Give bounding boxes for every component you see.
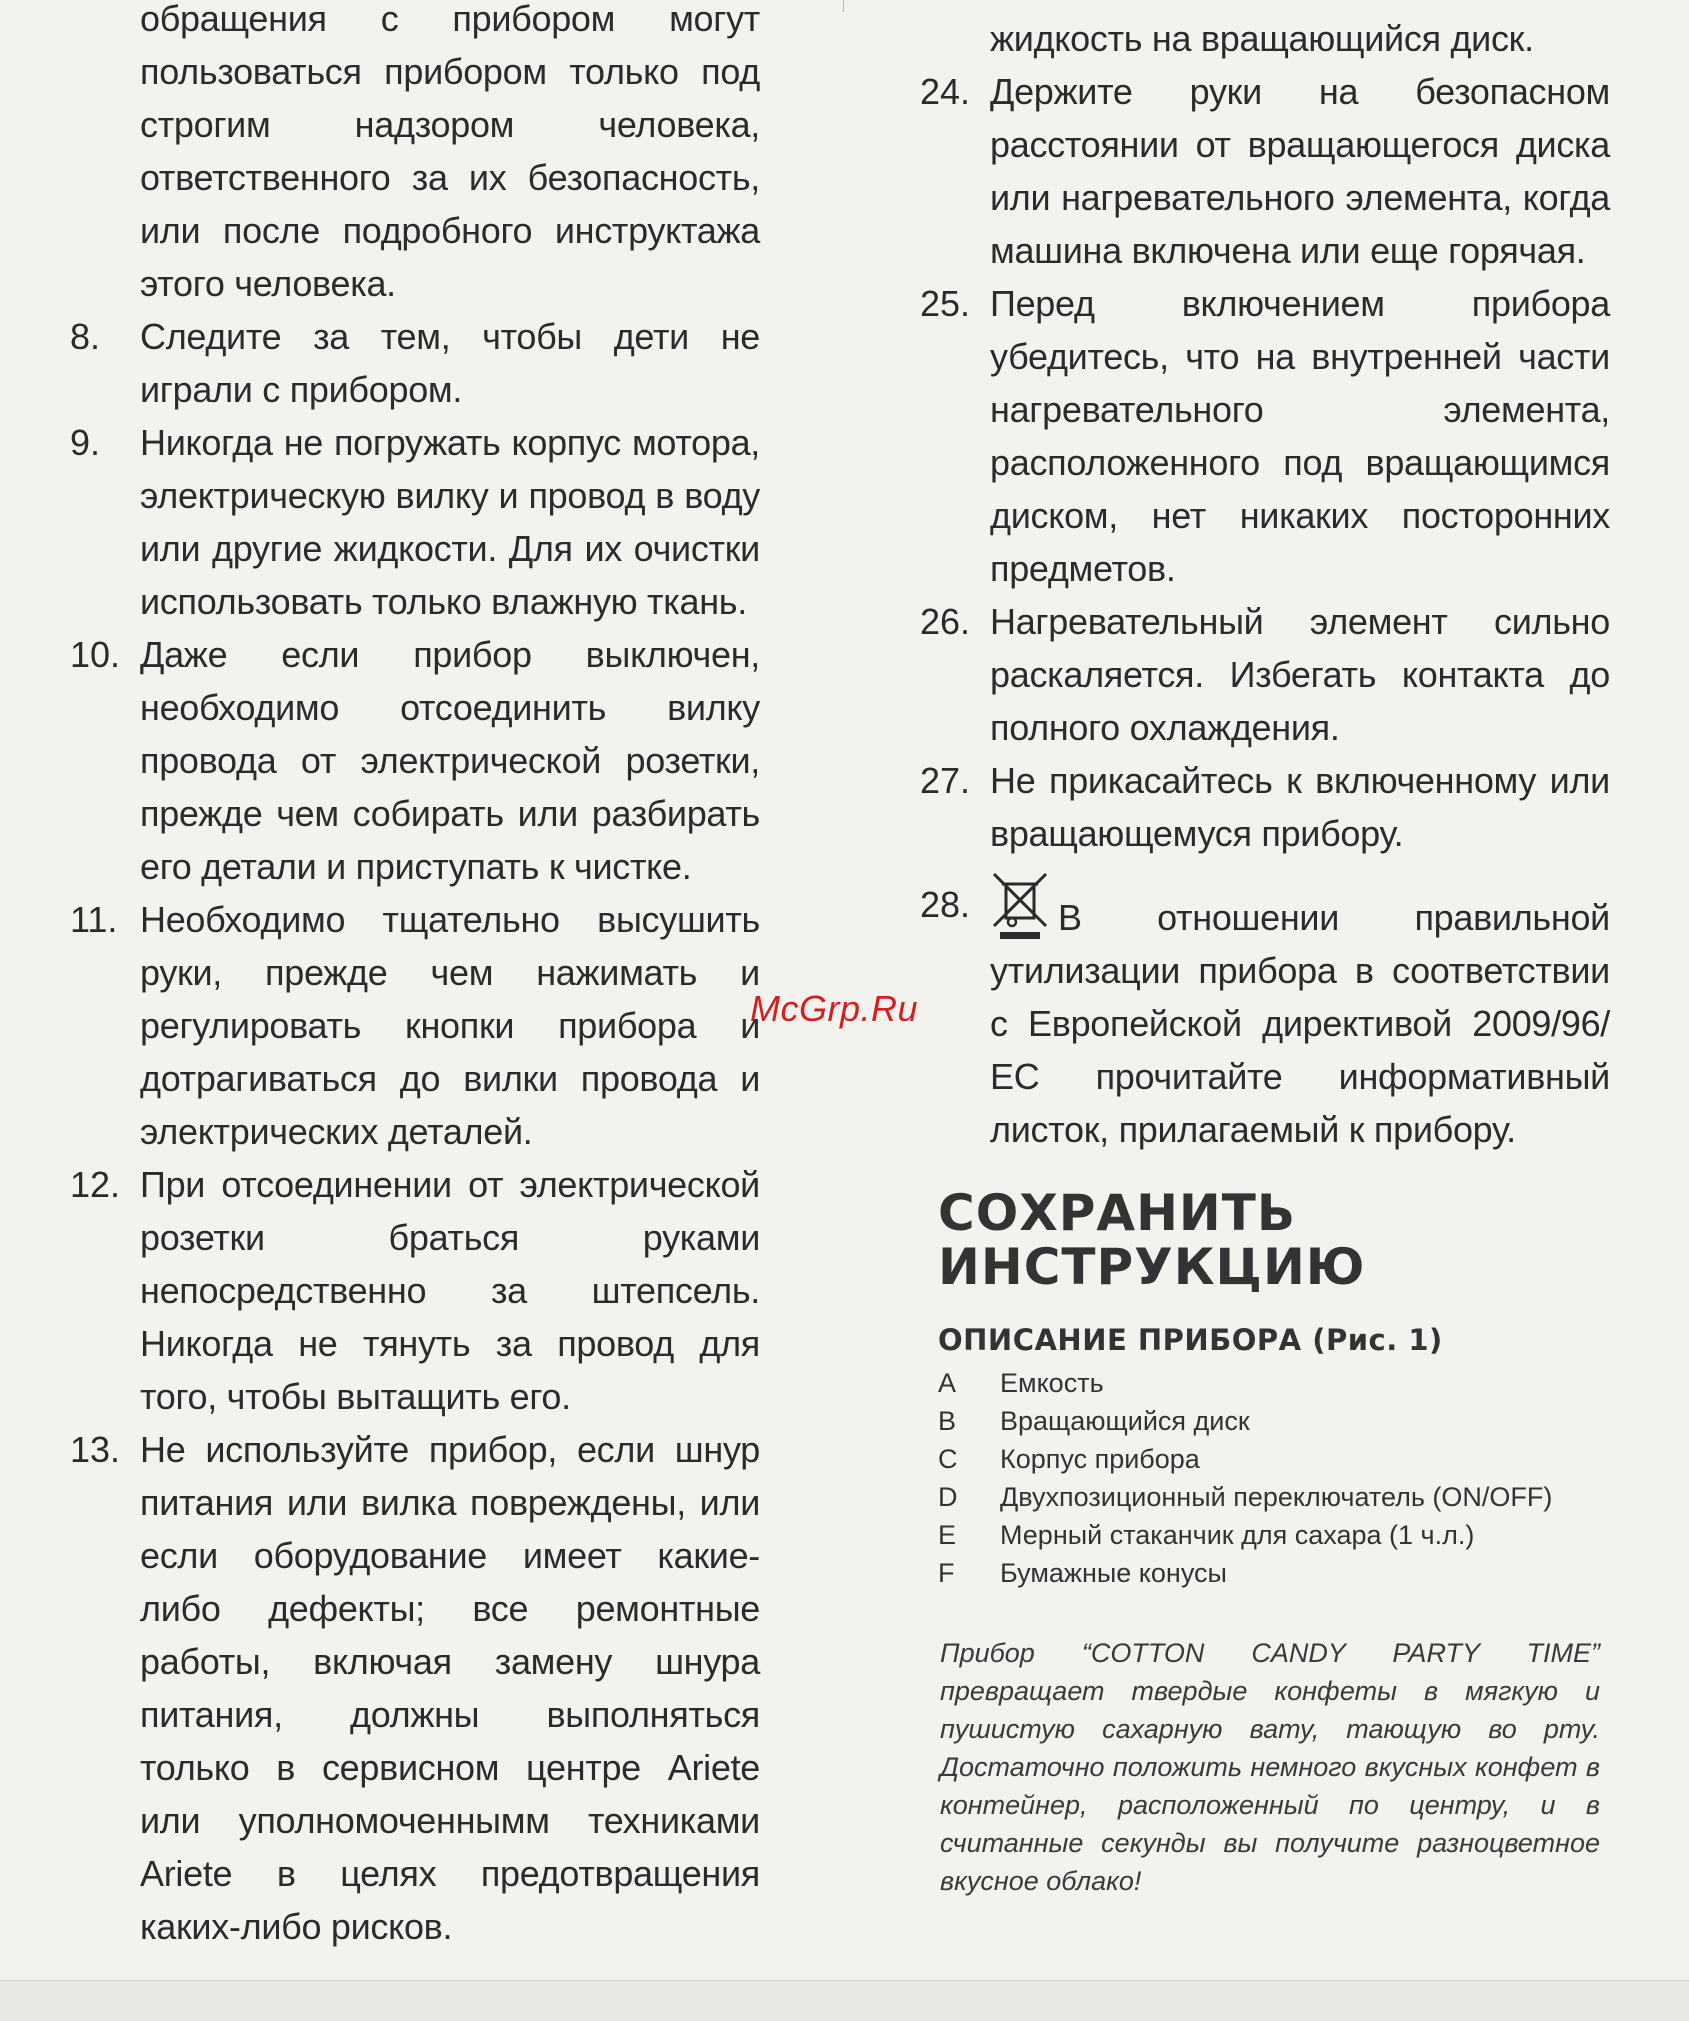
item-number: 25. <box>920 283 971 324</box>
heading-line-1: СОХРАНИТЬ <box>938 1184 1296 1242</box>
item-text: Держите руки на безопасном расстоянии от вращающегося диска или нагревательного элемента, когда машина включена или еще горячая. <box>990 71 1610 271</box>
parts-legend <box>938 1364 1620 1592</box>
list-item-10 <box>70 628 770 893</box>
list-item-26 <box>920 595 1620 754</box>
left-column <box>70 0 770 1953</box>
item-number: 8. <box>70 316 101 357</box>
list-item-25 <box>920 277 1620 595</box>
item-text: Необходимо тщательно высушить руки, прежде чем нажимать и регулировать кнопки прибора и дотрагиваться до вилки провода и электрических деталей. <box>140 899 760 1152</box>
right-column <box>920 0 1620 1900</box>
item-number: 9. <box>70 422 101 463</box>
item-text: Нагревательный элемент сильно раскаляется. Избегать контакта до полного охлаждения. <box>990 601 1610 748</box>
legend-row <box>938 1440 1620 1478</box>
legend-label: Бумажные конусы <box>1000 1558 1227 1588</box>
item-number: 13. <box>70 1429 121 1470</box>
legend-key: B <box>938 1406 957 1436</box>
legend-row <box>938 1478 1620 1516</box>
legend-row <box>938 1554 1620 1592</box>
list-item-24 <box>920 65 1620 277</box>
item-text: Следите за тем, чтобы дети не играли с прибором. <box>140 316 760 410</box>
legend-key: C <box>938 1444 958 1474</box>
legend-row <box>938 1402 1620 1440</box>
site-watermark: McGrp.Ru <box>750 988 919 1029</box>
item-text: Не прикасайтесь к включенному или вращающемуся прибору. <box>990 760 1610 854</box>
legend-label: Емкость <box>1000 1368 1104 1398</box>
legend-key: A <box>938 1368 957 1398</box>
item-text: В отношении правильной утилизации прибора в соответствии с Европейской директивой 2009/96/ЕС прочитайте информативный листок, прилагаемый к прибору. <box>990 897 1610 1150</box>
item-text: Даже если прибор выключен, необходимо отсоединить вилку провода от электрической розетки, прежде чем собирать или разбирать его детали и приступать к чистке. <box>140 634 760 887</box>
legend-row <box>938 1364 1620 1402</box>
item-text: При отсоединении от электрической розетки браться руками непосредственно за штепсель. Никогда не тянуть за провод для того, чтобы вытащить его. <box>140 1164 760 1417</box>
item-text-wrapper <box>990 870 1610 1156</box>
page-fold-line <box>843 0 844 12</box>
legend-label: Вращающийся диск <box>1000 1406 1250 1436</box>
list-item-27 <box>920 754 1620 860</box>
item-text: Перед включением прибора убедитесь, что на внутренней части нагревательного элемента, расположенного под вращающимся диском, нет никаких посторонних предметов. <box>990 283 1610 589</box>
legend-label: Двухпозиционный переключатель (ON/OFF) <box>1000 1482 1553 1512</box>
item-number: 12. <box>70 1164 121 1205</box>
legend-label: Корпус прибора <box>1000 1444 1200 1474</box>
continued-paragraph: обращения с прибором могут пользоваться прибором только под строгим надзором человека, ответственного за их безопасность, или после подробного инструктажа этого человека. <box>140 0 760 304</box>
list-item-9 <box>70 416 770 628</box>
legend-key: E <box>938 1520 957 1550</box>
legend-label: Мерный стаканчик для сахара (1 ч.л.) <box>1000 1520 1475 1550</box>
item-number: 24. <box>920 71 971 112</box>
heading-line-2: ИНСТРУКЦИЮ <box>938 1238 1366 1296</box>
product-description: Прибор “COTTON CANDY PARTY TIME” превращает твердые конфеты в мягкую и пушистую сахарную вату, тающую во рту. Достаточно положить немного вкусных конфет в контейнер, расположенный по центру, и в считанные секунды вы получите разноцветное вкусное облако! <box>940 1638 1600 1896</box>
list-item-12 <box>70 1158 770 1423</box>
item-text: Никогда не погружать корпус мотора, электрическую вилку и провод в воду или другие жидкости. Для их очистки использовать только влажную ткань. <box>140 422 760 622</box>
save-instructions-heading <box>938 1186 1620 1294</box>
legend-row <box>938 1516 1620 1554</box>
list-item-13 <box>70 1423 770 1953</box>
list-item-8 <box>70 310 770 416</box>
list-item-11 <box>70 893 770 1158</box>
item-number: 11. <box>70 899 118 940</box>
item-number: 10. <box>70 634 121 675</box>
scan-bottom-edge <box>0 1980 1689 2021</box>
item-number: 26. <box>920 601 971 642</box>
continued-line: жидкость на вращающийся диск. <box>990 18 1534 59</box>
legend-key: D <box>938 1482 958 1512</box>
list-item-28 <box>920 870 1620 1156</box>
crossed-out-wheelie-bin-icon <box>990 870 1050 940</box>
item-number: 27. <box>920 760 971 801</box>
legend-key: F <box>938 1558 955 1588</box>
item-text: Не используйте прибор, если шнур питания или вилка повреждены, или если оборудование имеет какие-либо дефекты; все ремонтные работы, включая замену шнура питания, должны выполняться только в сервисном центре Ariete или уполномоченнымм техниками Ariete в целях предотвращения каких-либо рисков. <box>140 1429 760 1947</box>
device-description-heading: ОПИСАНИЕ ПРИБОРА (Рис. 1) <box>938 1323 1443 1357</box>
item-number: 28. <box>920 884 971 925</box>
